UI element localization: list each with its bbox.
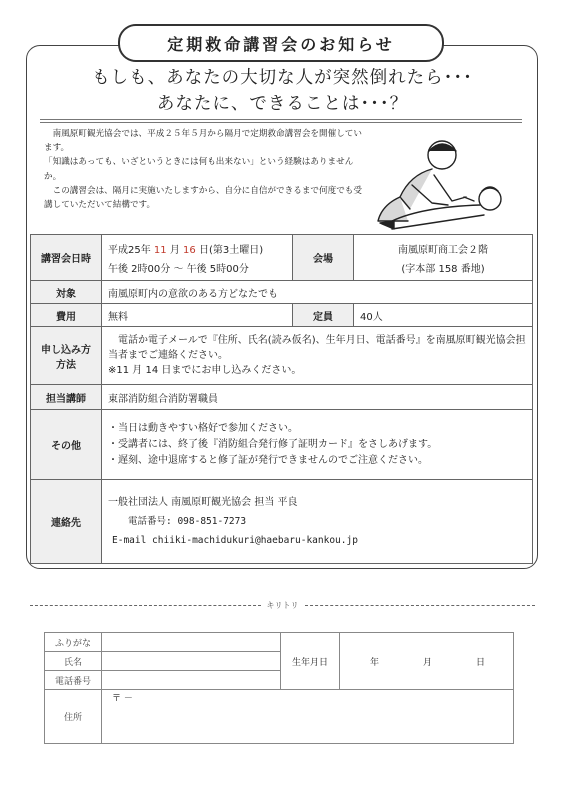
notice-badge: 定期救命講習会のお知らせ bbox=[118, 24, 444, 62]
divider bbox=[40, 119, 522, 120]
birth-day-label: 日 bbox=[475, 657, 485, 668]
phone-field[interactable] bbox=[102, 671, 281, 690]
date-day: 16 bbox=[183, 244, 196, 256]
capacity-label: 定員 bbox=[293, 304, 354, 327]
contact-phone: 電話番号: 098-851-7273 bbox=[128, 516, 247, 527]
date-line: 平成25年 11 月 16 日(第3土曜日) bbox=[108, 244, 264, 256]
fee-value: 無料 bbox=[102, 304, 293, 327]
address-label: 住所 bbox=[45, 690, 102, 744]
cut-line bbox=[30, 600, 535, 611]
contact-label: 連絡先 bbox=[31, 480, 102, 564]
intro-paragraph-2: 「知識はあっても、いざというときには何も出来ない」という経験はありませんか。 bbox=[44, 157, 354, 182]
intro-text bbox=[44, 127, 370, 212]
contact-organization: 一般社団法人 南風原町観光協会 担当 平良 bbox=[108, 497, 298, 508]
headline-line-2: あなたに、できることは･･･？ bbox=[156, 94, 409, 114]
other-cell bbox=[102, 410, 533, 480]
birth-label: 生年月日 bbox=[281, 633, 340, 690]
application-form bbox=[44, 632, 514, 744]
apply-label: 申し込み方方法 bbox=[31, 327, 102, 385]
phone-label: 電話番号 bbox=[45, 671, 102, 690]
fee-label: 費用 bbox=[31, 304, 102, 327]
target-label: 対象 bbox=[31, 281, 102, 304]
time-line: 午後 2時00分 ～ 午後 5時00分 bbox=[108, 263, 249, 275]
other-label: その他 bbox=[31, 410, 102, 480]
venue-cell bbox=[354, 235, 533, 281]
instructor-value: 東部消防組合消防署職員 bbox=[102, 385, 533, 410]
info-table bbox=[30, 234, 533, 564]
apply-cell bbox=[102, 327, 533, 385]
date-cell bbox=[102, 235, 293, 281]
date-month: 11 bbox=[153, 244, 167, 256]
venue-address: (字本部 158 番地) bbox=[401, 263, 485, 275]
venue-label: 会場 bbox=[293, 235, 354, 281]
birth-field[interactable] bbox=[340, 633, 514, 690]
postal-prefix: 〒 － bbox=[112, 694, 133, 704]
birth-year-label: 年 bbox=[369, 657, 379, 668]
intro-paragraph-1: 南風原町観光協会では、平成２５年５月から隔月で定期救命講習会を開催しています。 bbox=[44, 129, 362, 154]
cut-label: キリトリ bbox=[266, 601, 299, 610]
other-note-3: ・遅刻、途中退席すると修了証が発行できませんのでご注意ください。 bbox=[108, 454, 428, 466]
capacity-value: 40人 bbox=[354, 304, 533, 327]
other-note-1: ・当日は動きやすい格好で参加ください。 bbox=[108, 422, 298, 434]
furigana-label: ふりがな bbox=[45, 633, 102, 652]
apply-instructions: 電話か電子メールで『住所、氏名(読み仮名)、生年月日、電話番号』を南風原町観光協会担当者までご連絡ください。 bbox=[108, 335, 526, 361]
contact-cell bbox=[102, 480, 533, 564]
address-field[interactable] bbox=[102, 690, 514, 744]
apply-deadline: ※11 月 14 日までにお申し込みください。 bbox=[108, 365, 302, 376]
cpr-illustration-icon bbox=[372, 135, 512, 233]
name-label: 氏名 bbox=[45, 652, 102, 671]
name-field[interactable] bbox=[102, 652, 281, 671]
divider bbox=[40, 122, 522, 123]
contact-email: E-mail chiiki-machidukuri@haebaru-kankou.jp bbox=[112, 535, 358, 546]
instructor-label: 担当講師 bbox=[31, 385, 102, 410]
target-value: 南風原町内の意欲のある方どなたでも bbox=[102, 281, 533, 304]
furigana-field[interactable] bbox=[102, 633, 281, 652]
other-note-2: ・受講者には、終了後『消防組合発行修了証明カード』をさしあげます。 bbox=[108, 438, 438, 450]
birth-month-label: 月 bbox=[422, 657, 432, 668]
venue-name: 南風原町商工会２階 bbox=[398, 244, 488, 256]
date-label: 講習会日時 bbox=[31, 235, 102, 281]
headline-line-1: もしも、あなたの大切な人が突然倒れたら･･･ bbox=[92, 68, 473, 88]
intro-paragraph-3: この講習会は、隔月に実施いたしますから、自分に自信ができるまで何度でも受講していただいて結構です。 bbox=[44, 185, 362, 211]
